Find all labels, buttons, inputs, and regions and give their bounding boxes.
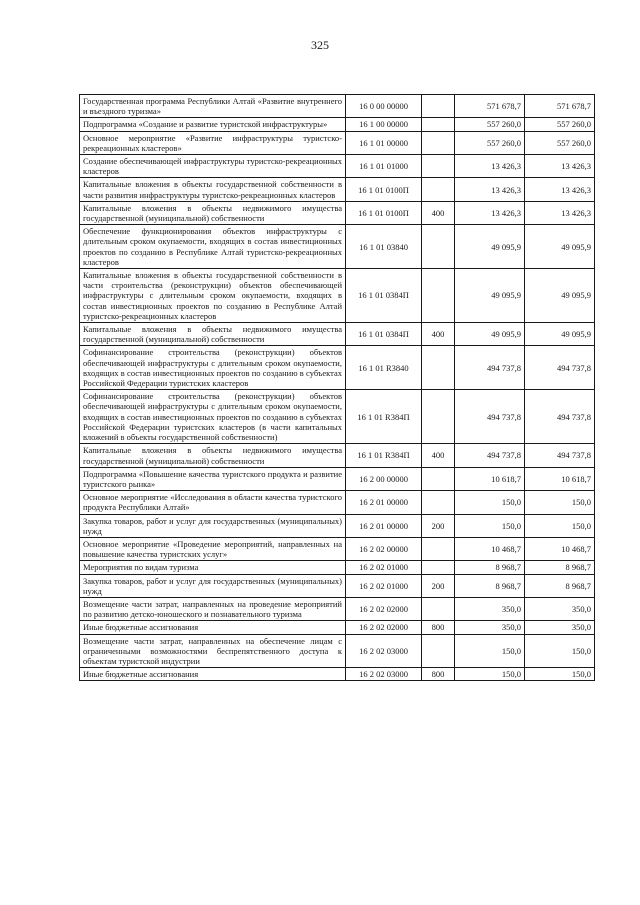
- target-article-code-cell: 16 2 00 00000: [346, 467, 422, 490]
- table-row: [80, 537, 595, 560]
- amount-cell: 49 095,9: [525, 323, 595, 346]
- amount-cell: 494 737,8: [455, 346, 525, 390]
- amount-cell: 49 095,9: [525, 269, 595, 323]
- expense-type-code-cell: [422, 467, 455, 490]
- target-article-code-cell: 16 1 01 R384П: [346, 390, 422, 444]
- expense-name-cell: Подпрограмма «Создание и развитие туристской инфраструктуры»: [80, 118, 346, 131]
- amount-cell: 150,0: [525, 668, 595, 681]
- target-article-code-cell: 16 2 01 00000: [346, 491, 422, 514]
- table-row: [80, 491, 595, 514]
- table-row: [80, 390, 595, 444]
- target-article-code-cell: 16 1 01 0100П: [346, 178, 422, 201]
- target-article-code-cell: 16 1 01 R384П: [346, 444, 422, 467]
- table-row: [80, 269, 595, 323]
- expense-type-code-cell: 800: [422, 621, 455, 634]
- amount-cell: 13 426,3: [525, 155, 595, 178]
- amount-cell: 13 426,3: [455, 155, 525, 178]
- amount-cell: 10 618,7: [455, 467, 525, 490]
- amount-cell: 13 426,3: [455, 178, 525, 201]
- budget-table: [79, 94, 595, 681]
- expense-name-cell: Закупка товаров, работ и услуг для государственных (муниципальных) нужд: [80, 514, 346, 537]
- target-article-code-cell: 16 2 02 02000: [346, 621, 422, 634]
- expense-name-cell: Основное мероприятие «Исследования в области качества туристского продукта Республики Алтай»: [80, 491, 346, 514]
- table-row: [80, 621, 595, 634]
- target-article-code-cell: 16 1 01 0384П: [346, 269, 422, 323]
- expense-name-cell: Основное мероприятие «Проведение мероприятий, направленных на повышение качества туристских услуг»: [80, 537, 346, 560]
- table-row: [80, 444, 595, 467]
- amount-cell: 557 260,0: [525, 131, 595, 154]
- target-article-code-cell: 16 1 01 03840: [346, 225, 422, 269]
- amount-cell: 557 260,0: [455, 131, 525, 154]
- amount-cell: 350,0: [455, 621, 525, 634]
- expense-name-cell: Иные бюджетные ассигнования: [80, 621, 346, 634]
- expense-type-code-cell: 800: [422, 668, 455, 681]
- target-article-code-cell: 16 2 02 03000: [346, 668, 422, 681]
- target-article-code-cell: 16 2 02 02000: [346, 597, 422, 620]
- expense-name-cell: Капитальные вложения в объекты недвижимого имущества государственной (муниципальной) собственности: [80, 201, 346, 224]
- expense-type-code-cell: 400: [422, 444, 455, 467]
- table-row: [80, 561, 595, 574]
- amount-cell: 8 968,7: [455, 561, 525, 574]
- table-row: [80, 201, 595, 224]
- expense-name-cell: Закупка товаров, работ и услуг для государственных (муниципальных) нужд: [80, 574, 346, 597]
- amount-cell: 350,0: [525, 597, 595, 620]
- amount-cell: 10 618,7: [525, 467, 595, 490]
- amount-cell: 10 468,7: [525, 537, 595, 560]
- expense-type-code-cell: [422, 131, 455, 154]
- expense-type-code-cell: [422, 225, 455, 269]
- target-article-code-cell: 16 2 01 00000: [346, 514, 422, 537]
- expense-name-cell: Капитальные вложения в объекты недвижимого имущества государственной (муниципальной) собственности: [80, 444, 346, 467]
- expense-name-cell: Возмещение части затрат, направленных на обеспечение лицам с ограниченными возможностями беспрепятственного доступа к объектам туристской индустрии: [80, 634, 346, 668]
- expense-name-cell: Капитальные вложения в объекты государственной собственности в части строительства (реконструкции) объектов обеспечивающей инфраструктуры с длительным сроком окупаемости, входящих в состав инвестиционных проектов по созданию в Республике Алтай туристско-рекреационных кластеров: [80, 269, 346, 323]
- amount-cell: 49 095,9: [525, 225, 595, 269]
- amount-cell: 571 678,7: [455, 95, 525, 118]
- expense-name-cell: Обеспечение функционирования объектов инфраструктуры с длительным сроком окупаемости, входящих в состав инвестиционных проектов по созданию в Республике Алтай туристско-рекреационных кластеров: [80, 225, 346, 269]
- table-row: [80, 597, 595, 620]
- amount-cell: 150,0: [525, 491, 595, 514]
- table-row: [80, 668, 595, 681]
- target-article-code-cell: 16 2 02 03000: [346, 634, 422, 668]
- expense-name-cell: Капитальные вложения в объекты недвижимого имущества государственной (муниципальной) собственности: [80, 323, 346, 346]
- budget-table-body: [80, 95, 595, 681]
- table-row: [80, 131, 595, 154]
- target-article-code-cell: 16 1 01 0100П: [346, 201, 422, 224]
- amount-cell: 8 968,7: [525, 561, 595, 574]
- amount-cell: 150,0: [525, 634, 595, 668]
- target-article-code-cell: 16 1 01 R3840: [346, 346, 422, 390]
- expense-type-code-cell: [422, 634, 455, 668]
- expense-type-code-cell: [422, 155, 455, 178]
- amount-cell: 150,0: [455, 634, 525, 668]
- expense-name-cell: Подпрограмма «Повышение качества туристского продукта и развитие туристского рынка»: [80, 467, 346, 490]
- expense-type-code-cell: [422, 269, 455, 323]
- amount-cell: 494 737,8: [455, 390, 525, 444]
- table-row: [80, 574, 595, 597]
- expense-name-cell: Создание обеспечивающей инфраструктуры туристско-рекреационных кластеров: [80, 155, 346, 178]
- amount-cell: 494 737,8: [455, 444, 525, 467]
- expense-name-cell: Возмещение части затрат, направленных на проведение мероприятий по развитию детско-юношеского и познавательного туризма: [80, 597, 346, 620]
- expense-type-code-cell: [422, 561, 455, 574]
- target-article-code-cell: 16 0 00 00000: [346, 95, 422, 118]
- table-row: [80, 323, 595, 346]
- page-number: 325: [311, 38, 329, 52]
- table-row: [80, 155, 595, 178]
- amount-cell: 150,0: [525, 514, 595, 537]
- target-article-code-cell: 16 1 00 00000: [346, 118, 422, 131]
- amount-cell: 13 426,3: [525, 178, 595, 201]
- expense-type-code-cell: [422, 491, 455, 514]
- amount-cell: 49 095,9: [455, 225, 525, 269]
- table-row: [80, 178, 595, 201]
- amount-cell: 150,0: [455, 514, 525, 537]
- expense-name-cell: Основное мероприятие «Развитие инфраструктуры туристско-рекреационных кластеров»: [80, 131, 346, 154]
- amount-cell: 8 968,7: [455, 574, 525, 597]
- target-article-code-cell: 16 1 01 01000: [346, 155, 422, 178]
- target-article-code-cell: 16 2 02 01000: [346, 561, 422, 574]
- target-article-code-cell: 16 1 01 00000: [346, 131, 422, 154]
- amount-cell: 350,0: [525, 621, 595, 634]
- expense-name-cell: Софинансирование строительства (реконструкции) объектов обеспечивающей инфраструктуры с длительным сроком окупаемости, входящих в состав инвестиционных проектов по созданию в субъектах Российской Федерации туристских кластеров: [80, 346, 346, 390]
- expense-type-code-cell: 400: [422, 323, 455, 346]
- amount-cell: 49 095,9: [455, 323, 525, 346]
- expense-type-code-cell: [422, 118, 455, 131]
- expense-name-cell: Капитальные вложения в объекты государственной собственности в части развития инфраструктуры туристско-рекреационных кластеров: [80, 178, 346, 201]
- table-row: [80, 634, 595, 668]
- expense-name-cell: Государственная программа Республики Алтай «Развитие внутреннего и въездного туризма»: [80, 95, 346, 118]
- table-row: [80, 467, 595, 490]
- amount-cell: 557 260,0: [525, 118, 595, 131]
- amount-cell: 494 737,8: [525, 390, 595, 444]
- expense-name-cell: Софинансирование строительства (реконструкции) объектов обеспечивающей инфраструктуры с длительным сроком окупаемости, входящих в состав инвестиционных проектов по созданию в субъектах Российской Федерации туристских кластеров (в части капитальных вложений в объекты государственной собственности): [80, 390, 346, 444]
- table-row: [80, 225, 595, 269]
- expense-type-code-cell: 200: [422, 574, 455, 597]
- amount-cell: 494 737,8: [525, 444, 595, 467]
- expense-type-code-cell: [422, 95, 455, 118]
- expense-type-code-cell: [422, 390, 455, 444]
- amount-cell: 150,0: [455, 491, 525, 514]
- amount-cell: 350,0: [455, 597, 525, 620]
- table-row: [80, 95, 595, 118]
- amount-cell: 10 468,7: [455, 537, 525, 560]
- amount-cell: 494 737,8: [525, 346, 595, 390]
- table-row: [80, 514, 595, 537]
- expense-type-code-cell: 400: [422, 201, 455, 224]
- amount-cell: 49 095,9: [455, 269, 525, 323]
- expense-type-code-cell: [422, 597, 455, 620]
- expense-type-code-cell: [422, 537, 455, 560]
- expense-name-cell: Мероприятия по видам туризма: [80, 561, 346, 574]
- amount-cell: 557 260,0: [455, 118, 525, 131]
- amount-cell: 13 426,3: [525, 201, 595, 224]
- expense-type-code-cell: 200: [422, 514, 455, 537]
- amount-cell: 8 968,7: [525, 574, 595, 597]
- expense-type-code-cell: [422, 178, 455, 201]
- amount-cell: 571 678,7: [525, 95, 595, 118]
- table-row: [80, 118, 595, 131]
- expense-name-cell: Иные бюджетные ассигнования: [80, 668, 346, 681]
- table-row: [80, 346, 595, 390]
- target-article-code-cell: 16 1 01 0384П: [346, 323, 422, 346]
- amount-cell: 13 426,3: [455, 201, 525, 224]
- target-article-code-cell: 16 2 02 01000: [346, 574, 422, 597]
- expense-type-code-cell: [422, 346, 455, 390]
- amount-cell: 150,0: [455, 668, 525, 681]
- target-article-code-cell: 16 2 02 00000: [346, 537, 422, 560]
